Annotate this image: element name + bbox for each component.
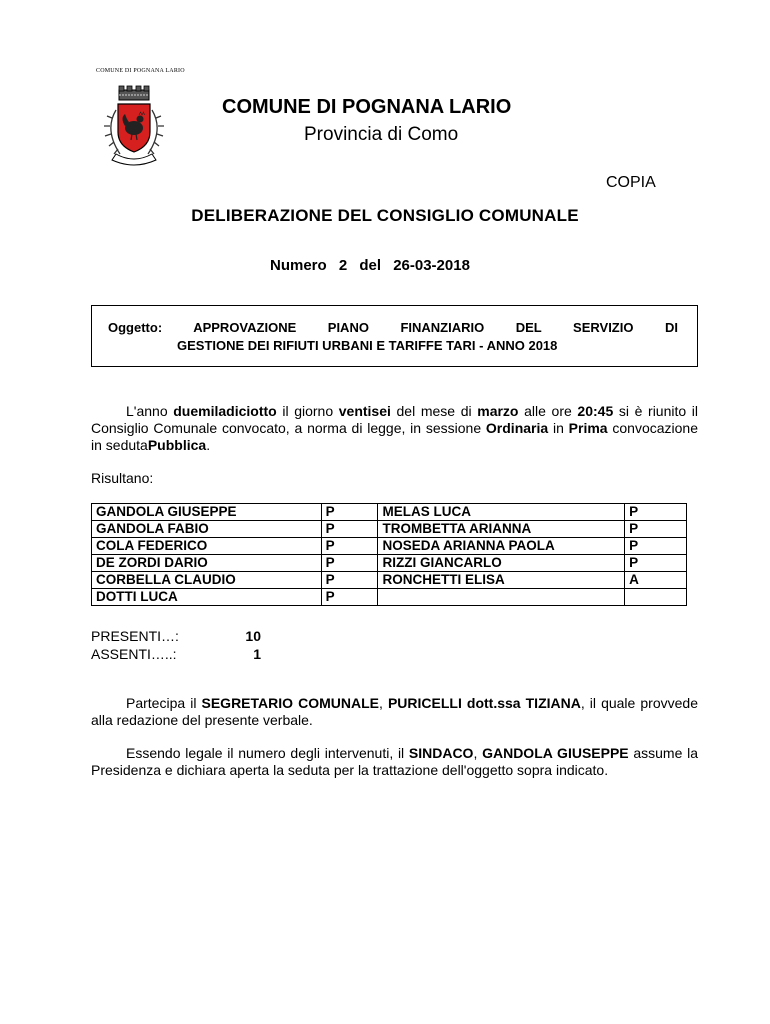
table-row (92, 538, 687, 555)
member-status: P (321, 572, 378, 589)
intro-month: marzo (477, 403, 519, 419)
president-text: Essendo legale il numero degli intervenuti, il (126, 745, 409, 761)
table-row (92, 589, 687, 606)
president-role: SINDACO (408, 745, 474, 761)
intro-text: in (548, 420, 569, 436)
president-name: GANDOLA GIUSEPPE (482, 745, 629, 761)
document-heading: DELIBERAZIONE DEL CONSIGLIO COMUNALE (191, 206, 579, 225)
intro-text: alle ore (518, 403, 578, 419)
intro-text: L'anno (126, 403, 174, 419)
president-paragraph (91, 745, 698, 779)
member-name: MELAS LUCA (378, 504, 625, 521)
crest-ribbon (112, 154, 156, 165)
crest-caption: COMUNE DI POGNANA LARIO (96, 68, 185, 74)
intro-time: 20:45 (577, 403, 614, 419)
secretary-role: SEGRETARIO COMUNALE (201, 695, 379, 711)
member-name: RONCHETTI ELISA (378, 572, 625, 589)
copy-label: COPIA (606, 174, 656, 191)
member-name: CORBELLA CLAUDIO (92, 572, 322, 589)
intro-text: . (206, 437, 211, 453)
intro-year: duemiladiciotto (173, 403, 277, 419)
member-status: P (321, 555, 378, 572)
intro-text: si è riunito il Consiglio Comunale convocato, a norma di legge, in sessione (91, 403, 699, 436)
intro-text: il giorno (276, 403, 339, 419)
member-status: P (321, 521, 378, 538)
intro-session: Ordinaria (485, 420, 549, 436)
absent-label: ASSENTI…..: (91, 646, 177, 662)
absent-count: 1 (253, 646, 261, 662)
municipal-crest (94, 80, 174, 170)
member-status: A (625, 572, 687, 589)
member-name: GANDOLA FABIO (92, 521, 322, 538)
subject-line-2: GESTIONE DEI RIFIUTI URBANI E TARIFFE TARI - ANNO 2018 (177, 338, 558, 353)
president-text: , (473, 745, 483, 761)
secretary-text: , il quale provvede alla redazione del presente verbale. (91, 695, 698, 728)
table-row (92, 504, 687, 521)
table-row (92, 521, 687, 538)
member-name: TROMBETTA ARIANNA (378, 521, 625, 538)
present-count: 10 (245, 628, 261, 644)
member-status: P (625, 555, 687, 572)
present-label: PRESENTI…: (91, 628, 179, 644)
member-name: NOSEDA ARIANNA PAOLA (378, 538, 625, 555)
member-status: P (625, 504, 687, 521)
member-status: P (625, 538, 687, 555)
subject-line-1 (108, 320, 678, 335)
member-status: P (321, 538, 378, 555)
province-subtitle: Provincia di Como (304, 124, 459, 145)
municipality-title: COMUNE DI POGNANA LARIO (222, 96, 512, 118)
member-status: P (321, 504, 378, 521)
member-name: GANDOLA GIUSEPPE (92, 504, 322, 521)
member-name: DOTTI LUCA (92, 589, 322, 606)
secretary-name: PURICELLI dott.ssa TIZIANA (387, 695, 581, 711)
intro-day: ventisei (338, 403, 391, 419)
secretary-text: , (378, 695, 388, 711)
member-status (625, 589, 687, 606)
secretary-paragraph (91, 695, 698, 729)
intro-text: del mese di (390, 403, 478, 419)
member-name (378, 589, 625, 606)
table-row (92, 572, 687, 589)
attendance-table (91, 503, 687, 606)
president-text: assume la Presidenza e dichiara aperta la seduta per la trattazione dell'oggetto sopra indicato. (91, 745, 699, 778)
table-row (92, 555, 687, 572)
member-status: P (625, 521, 687, 538)
intro-text: convocazione in seduta (91, 420, 698, 453)
subject-box (91, 305, 698, 367)
intro-paragraph (91, 403, 698, 454)
member-status: P (321, 589, 378, 606)
intro-sitting: Pubblica (147, 437, 207, 453)
resolution-number: Numero 2 del 26-03-2018 (270, 257, 470, 274)
intro-convocation: Prima (568, 420, 608, 436)
member-name: DE ZORDI DARIO (92, 555, 322, 572)
secretary-text: Partecipa il (126, 695, 202, 711)
member-name: RIZZI GIANCARLO (378, 555, 625, 572)
subject-text-1: APPROVAZIONE PIANO FINANZIARIO DEL SERVIZIO DI (193, 320, 678, 335)
crest-crown (119, 86, 149, 100)
member-name: COLA FEDERICO (92, 538, 322, 555)
subject-label: Oggetto: (108, 320, 163, 335)
risultano-label: Risultano: (91, 470, 154, 486)
